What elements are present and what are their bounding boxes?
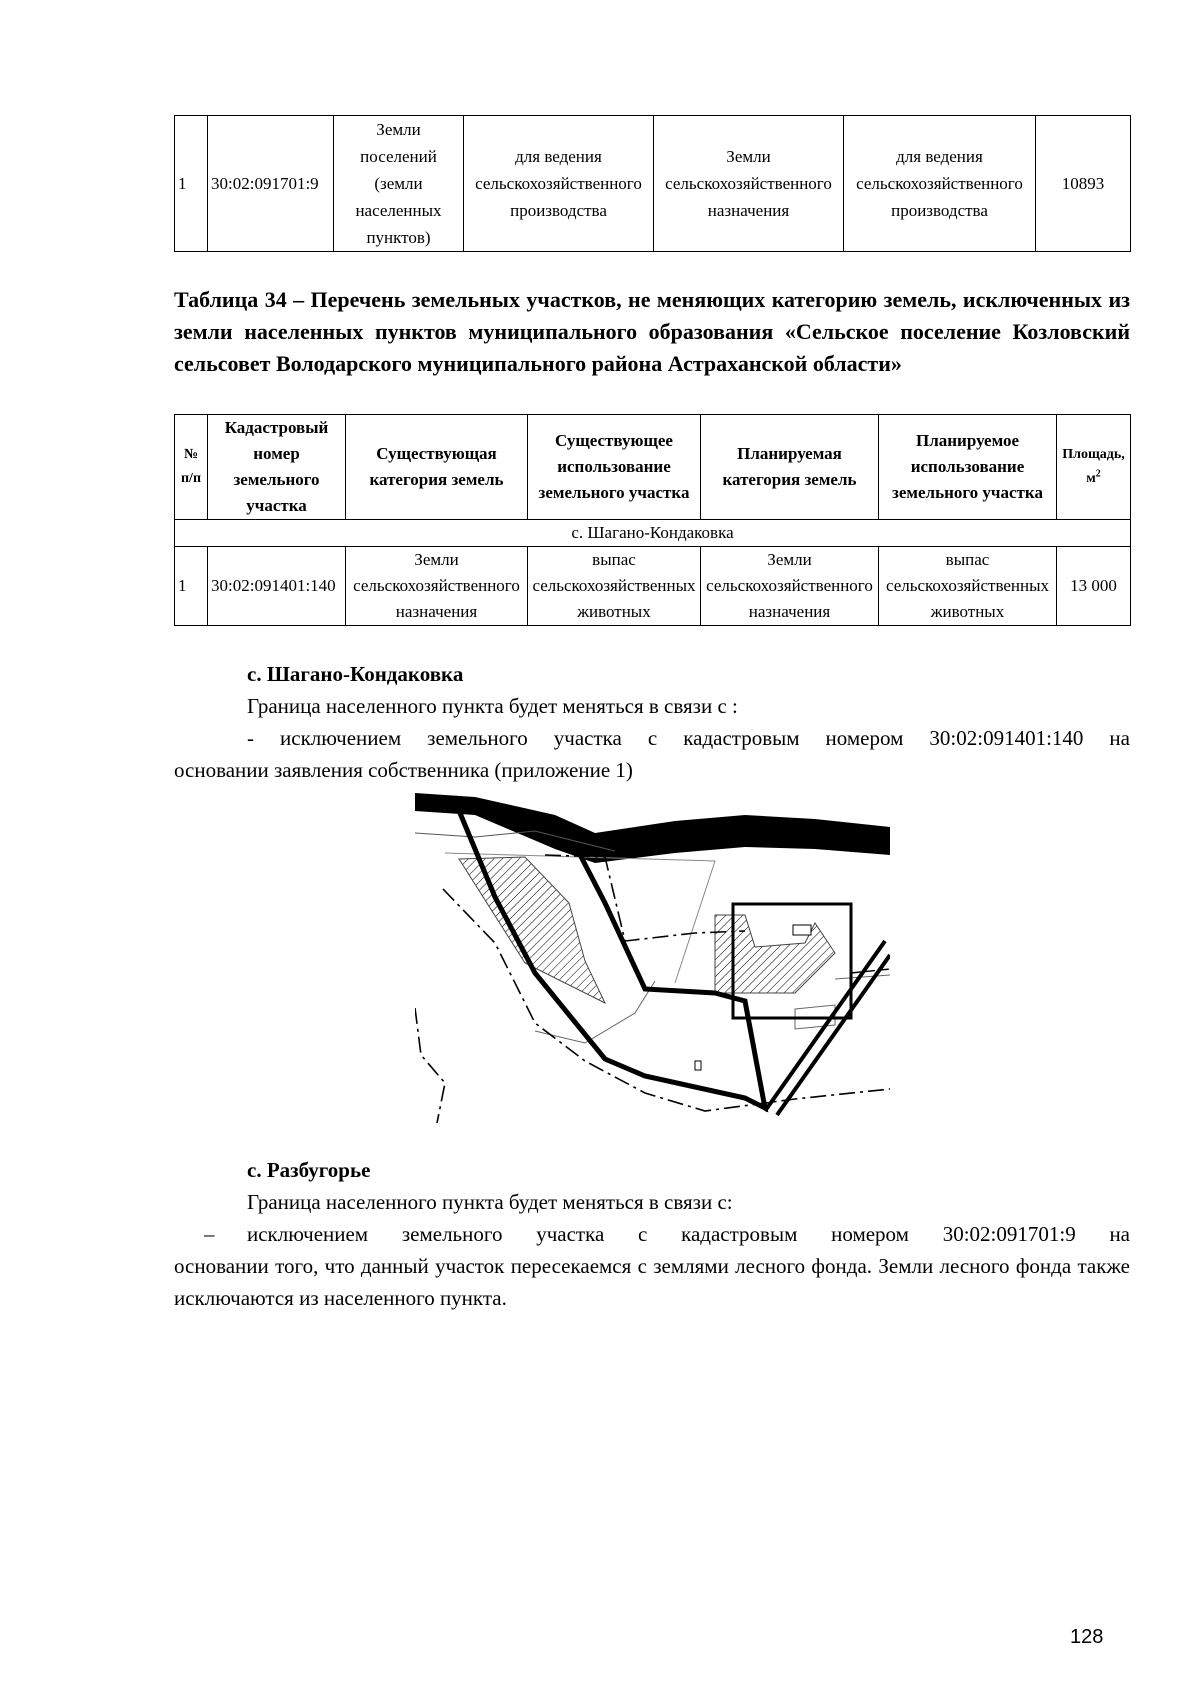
current-category: Земли сельскохозяйственного назначения (346, 547, 528, 626)
dash-dot-boundary (415, 1008, 445, 1123)
table-34 (174, 414, 1131, 626)
building (793, 925, 811, 935)
header-area (1057, 415, 1131, 520)
page-number: 128 (1070, 1626, 1104, 1648)
cadastral-number: 30:02:091401:140 (208, 547, 346, 626)
road-band (415, 793, 890, 863)
section1-line2: - исключением земельного участка с кадастровым номером 30:02:091401:140 на (247, 726, 1130, 750)
row-number: 1 (175, 547, 208, 626)
section-label: с. Шагано-Кондаковка (175, 520, 1131, 547)
cadastral-map (415, 793, 890, 1129)
header-row (175, 415, 1131, 520)
hatched-parcel (459, 857, 605, 1003)
area-value: 10893 (1036, 116, 1131, 252)
section-heading-shagano: с. Шагано-Кондаковка (247, 662, 464, 686)
section-row (175, 520, 1131, 547)
planned-use: выпас сельскохозяйственных животных (879, 547, 1057, 626)
header-current-use: Существующее использование земельного участка (528, 415, 701, 520)
header-current-category: Существующая категория земель (346, 415, 528, 520)
table-row (175, 116, 1131, 252)
header-planned-category: Планируемая категория земель (701, 415, 879, 520)
header-area-label: Площадь, м (1062, 447, 1125, 486)
section-heading-razbugorye: с. Разбугорье (247, 1158, 371, 1182)
header-cadastral: Кадастровый номер земельного участка (208, 415, 346, 520)
planned-use: для ведения сельскохозяйственного производства (844, 116, 1036, 252)
section2-line2 (174, 1218, 1130, 1250)
header-area-sup: 2 (1095, 468, 1101, 480)
section1-line1: Граница населенного пункта будет меняться в связи с : (247, 694, 738, 718)
current-use: для ведения сельскохозяйственного производства (464, 116, 654, 252)
table-row (175, 547, 1131, 626)
dash-mark: – (204, 1222, 215, 1246)
planned-category: Земли сельскохозяйственного назначения (654, 116, 844, 252)
current-category: Земли поселений (земли населенных пунктов) (334, 116, 464, 252)
previous-table (174, 115, 1131, 252)
area-value: 13 000 (1057, 547, 1131, 626)
row-number: 1 (175, 116, 208, 252)
section2-line1: Граница населенного пункта будет меняться в связи с: (247, 1190, 733, 1214)
table-caption: Таблица 34 – Перечень земельных участков, не меняющих категорию земель, исключенных из земли населенных пунктов муниципального образования «Сельское поселение Козловский сельсовет Володарского муниципального района Астраханской области» (174, 287, 1130, 376)
header-planned-use: Планируемое использование земельного участка (879, 415, 1057, 520)
planned-category: Земли сельскохозяйственного назначения (701, 547, 879, 626)
section2-line3: основании того, что данный участок пересекаемся с землями лесного фонда. Земли лесного фонда также исключаются из населенного пункта. (174, 1254, 1130, 1310)
section1-line3: основании заявления собственника (приложение 1) (174, 758, 633, 782)
header-num: № п/п (175, 415, 208, 520)
current-use: выпас сельскохозяйственных животных (528, 547, 701, 626)
dash-boundary (851, 969, 890, 973)
section2-line2-text: исключением земельного участка с кадастровым номером 30:02:091701:9 на (247, 1222, 1130, 1246)
cadastral-number: 30:02:091701:9 (208, 116, 334, 252)
small-marker (695, 1061, 701, 1070)
